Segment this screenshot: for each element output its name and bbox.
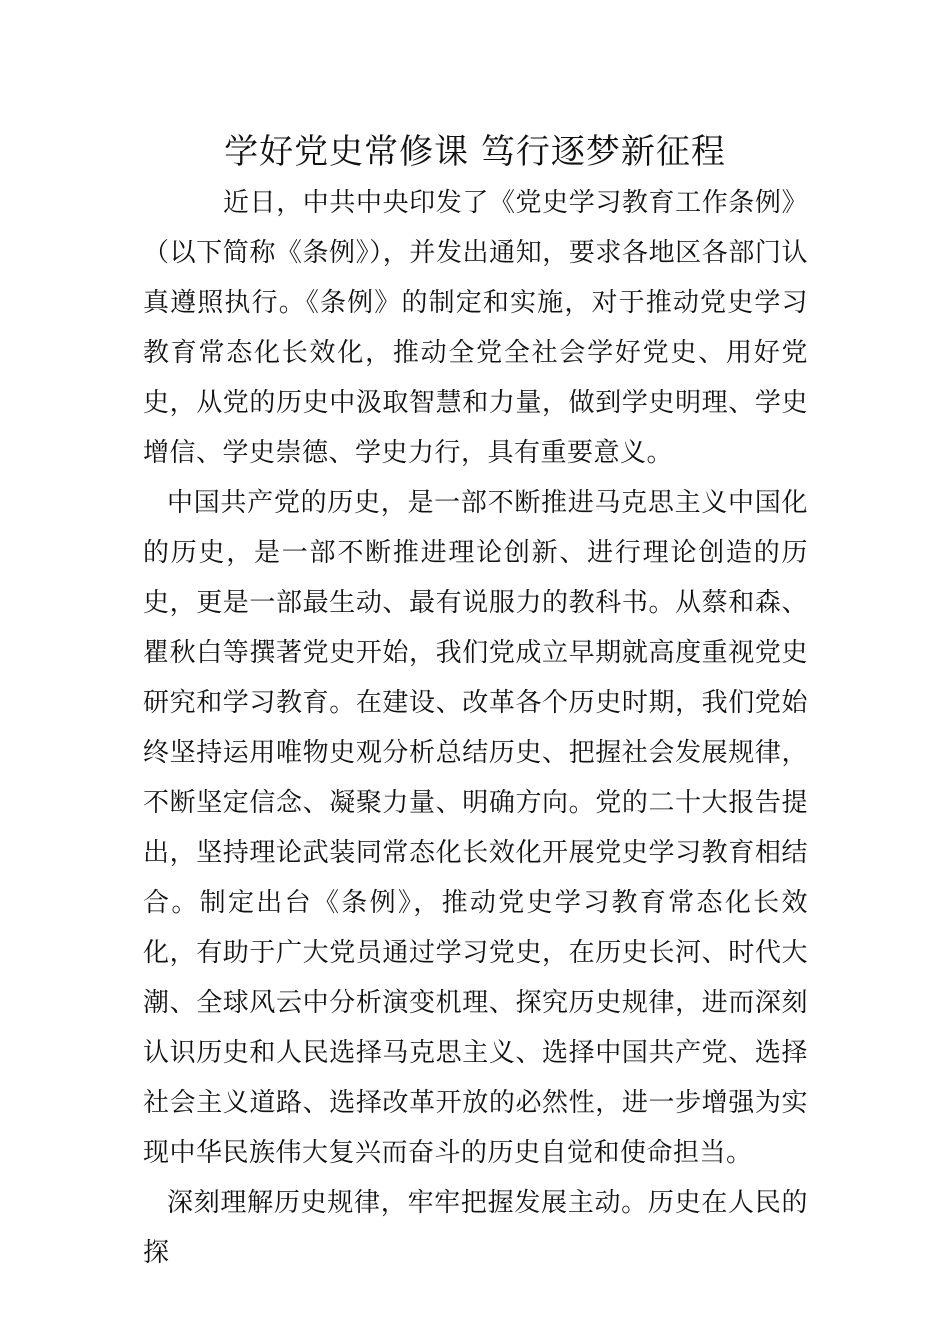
document-title: 学好党史常修课 笃行逐梦新征程 <box>224 132 726 172</box>
paragraph-3: 深刻理解历史规律，牢牢把握发展主动。历史在人民的探 <box>143 1188 808 1268</box>
paragraph-2: 中国共产党的历史，是一部不断推进马克思主义中国化的历史，是一部不断推进理论创新、进行理论创造的历史，更是一部最生动、最有说服力的教科书。从蔡和森、瞿秋白等撰著党史开始，我们党成立早期就高度重视党史研究和学习教育。在建设、改革各个历史时期，我们党始终坚持运用唯物史观分析总结历史、把握社会发展规律，不断坚定信念、凝聚力量、明确方向。党的二十大报告提出，坚持理论武装同常态化长效化开展党史学习教育相结合。制定出台《条例》，推动党史学习教育常态化长效化，有助于广大党员通过学习党史，在历史长河、时代大潮、全球风云中分析演变机理、探究历史规律，进而深刻认识历史和人民选择马克思主义、选择中国共产党、选择社会主义道路、选择改革开放的必然性，进一步增强为实现中华民族伟大复兴而奋斗的历史自觉和使命担当。 <box>143 488 808 1168</box>
paragraph-1: 近日，中共中央印发了《党史学习教育工作条例》（以下简称《条例》），并发出通知，要求各地区各部门认真遵照执行。《条例》的制定和实施，对于推动党史学习教育常态化长效化，推动全党全社会学好党史、用好党史，从党的历史中汲取智慧和力量，做到学史明理、学史增信、学史崇德、学史力行，具有重要意义。 <box>143 188 808 468</box>
document-body <box>143 178 808 1278</box>
